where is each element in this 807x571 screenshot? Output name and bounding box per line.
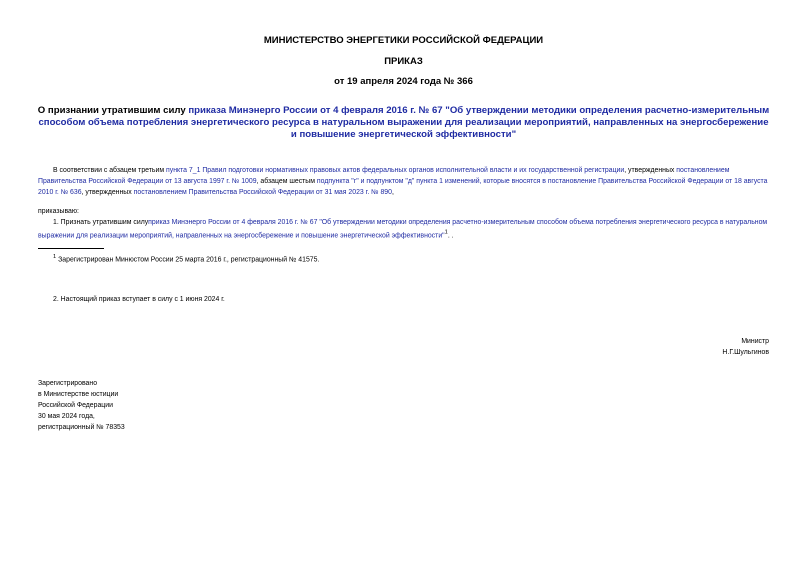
preamble-text-5: , (391, 189, 394, 196)
footnote-mark: 1 (53, 254, 57, 260)
ministry-heading: МИНИСТЕРСТВО ЭНЕРГЕТИКИ РОССИЙСКОЙ ФЕДЕРАЦИИ (263, 35, 544, 46)
registration-line: Зарегистрировано (38, 380, 98, 387)
registration-line: Российской Федерации (38, 402, 113, 409)
footnote-ref-mark: 1 (444, 230, 448, 236)
link-resolution-890[interactable]: постановлением Правительства Российской Федерации от 31 мая 2023 г. № 890 (133, 189, 392, 196)
document-date-number: от 19 апреля 2024 года № 366 (334, 76, 473, 87)
item-1-paragraph (38, 217, 770, 241)
link-order-67[interactable]: приказ Минэнерго России от 4 февраля 2016 г. № 67 "Об утверждении методики определения расчетно-измерительным способом объема потребления энергетического ресурса в натуральном выражении для реализации мероприятий, направленных на энергосбережение и повышение энергетической эффективности" (38, 219, 768, 240)
preamble-paragraph (38, 165, 770, 198)
link-amendments-636[interactable]: подпункта "г" и подпунктом "д" пункта 1 изменений, которые вносятся в постановление Правительства Российской Федерации от 18 августа 2010 г. № 636 (38, 178, 768, 196)
document-title (36, 105, 771, 141)
link-resolution-1009[interactable]: постановлением Правительства Российской Федерации от 13 августа 1997 г. № 1009 (38, 167, 730, 185)
registration-line: в Министерстве юстиции (38, 391, 119, 398)
registration-line: регистрационный № 78353 (38, 424, 125, 431)
document-type: ПРИКАЗ (384, 56, 423, 67)
preamble-text-1: В соответствии с абзацем третьим (53, 167, 167, 174)
title-link-order-67[interactable]: приказа Минэнерго России от 4 февраля 2016 г. № 67 "Об утверждении методики определения расчетно-измерительным способом объема потребления энергетического ресурса в натуральном выражении для реализации мероприятий, направленных на энергосбережение и повышение энергетической эффективности" (38, 105, 770, 140)
registration-line: 30 мая 2024 года, (38, 413, 95, 420)
title-prefix: О признании утратившим силу (37, 105, 189, 116)
footnote (53, 252, 319, 265)
order-word: приказываю: (38, 208, 79, 215)
preamble-text-3: , абзацем шестым (256, 178, 317, 185)
registration-note (38, 378, 125, 433)
preamble-text-4: , утвержденных (81, 189, 134, 196)
signature-name: Н.Г.Шульгинов (722, 349, 769, 356)
footnote-separator (38, 248, 104, 249)
item-1-suffix: . . (447, 232, 454, 240)
footnote-text: Зарегистрирован Минюстом России 25 марта 2016 г., регистрационный № 41575. (56, 256, 320, 264)
item-2: 2. Настоящий приказ вступает в силу с 1 июня 2024 г. (53, 296, 225, 303)
item-1-prefix: 1. Признать утратившим силу (53, 219, 149, 226)
preamble-text-2: , утвержденных (624, 167, 677, 174)
signature-position: Министр (741, 338, 769, 345)
link-rules-point-7-1[interactable]: пункта 7_1 Правил подготовки нормативных правовых актов федеральных органов исполнительной власти и их государственной регистрации (166, 167, 625, 174)
